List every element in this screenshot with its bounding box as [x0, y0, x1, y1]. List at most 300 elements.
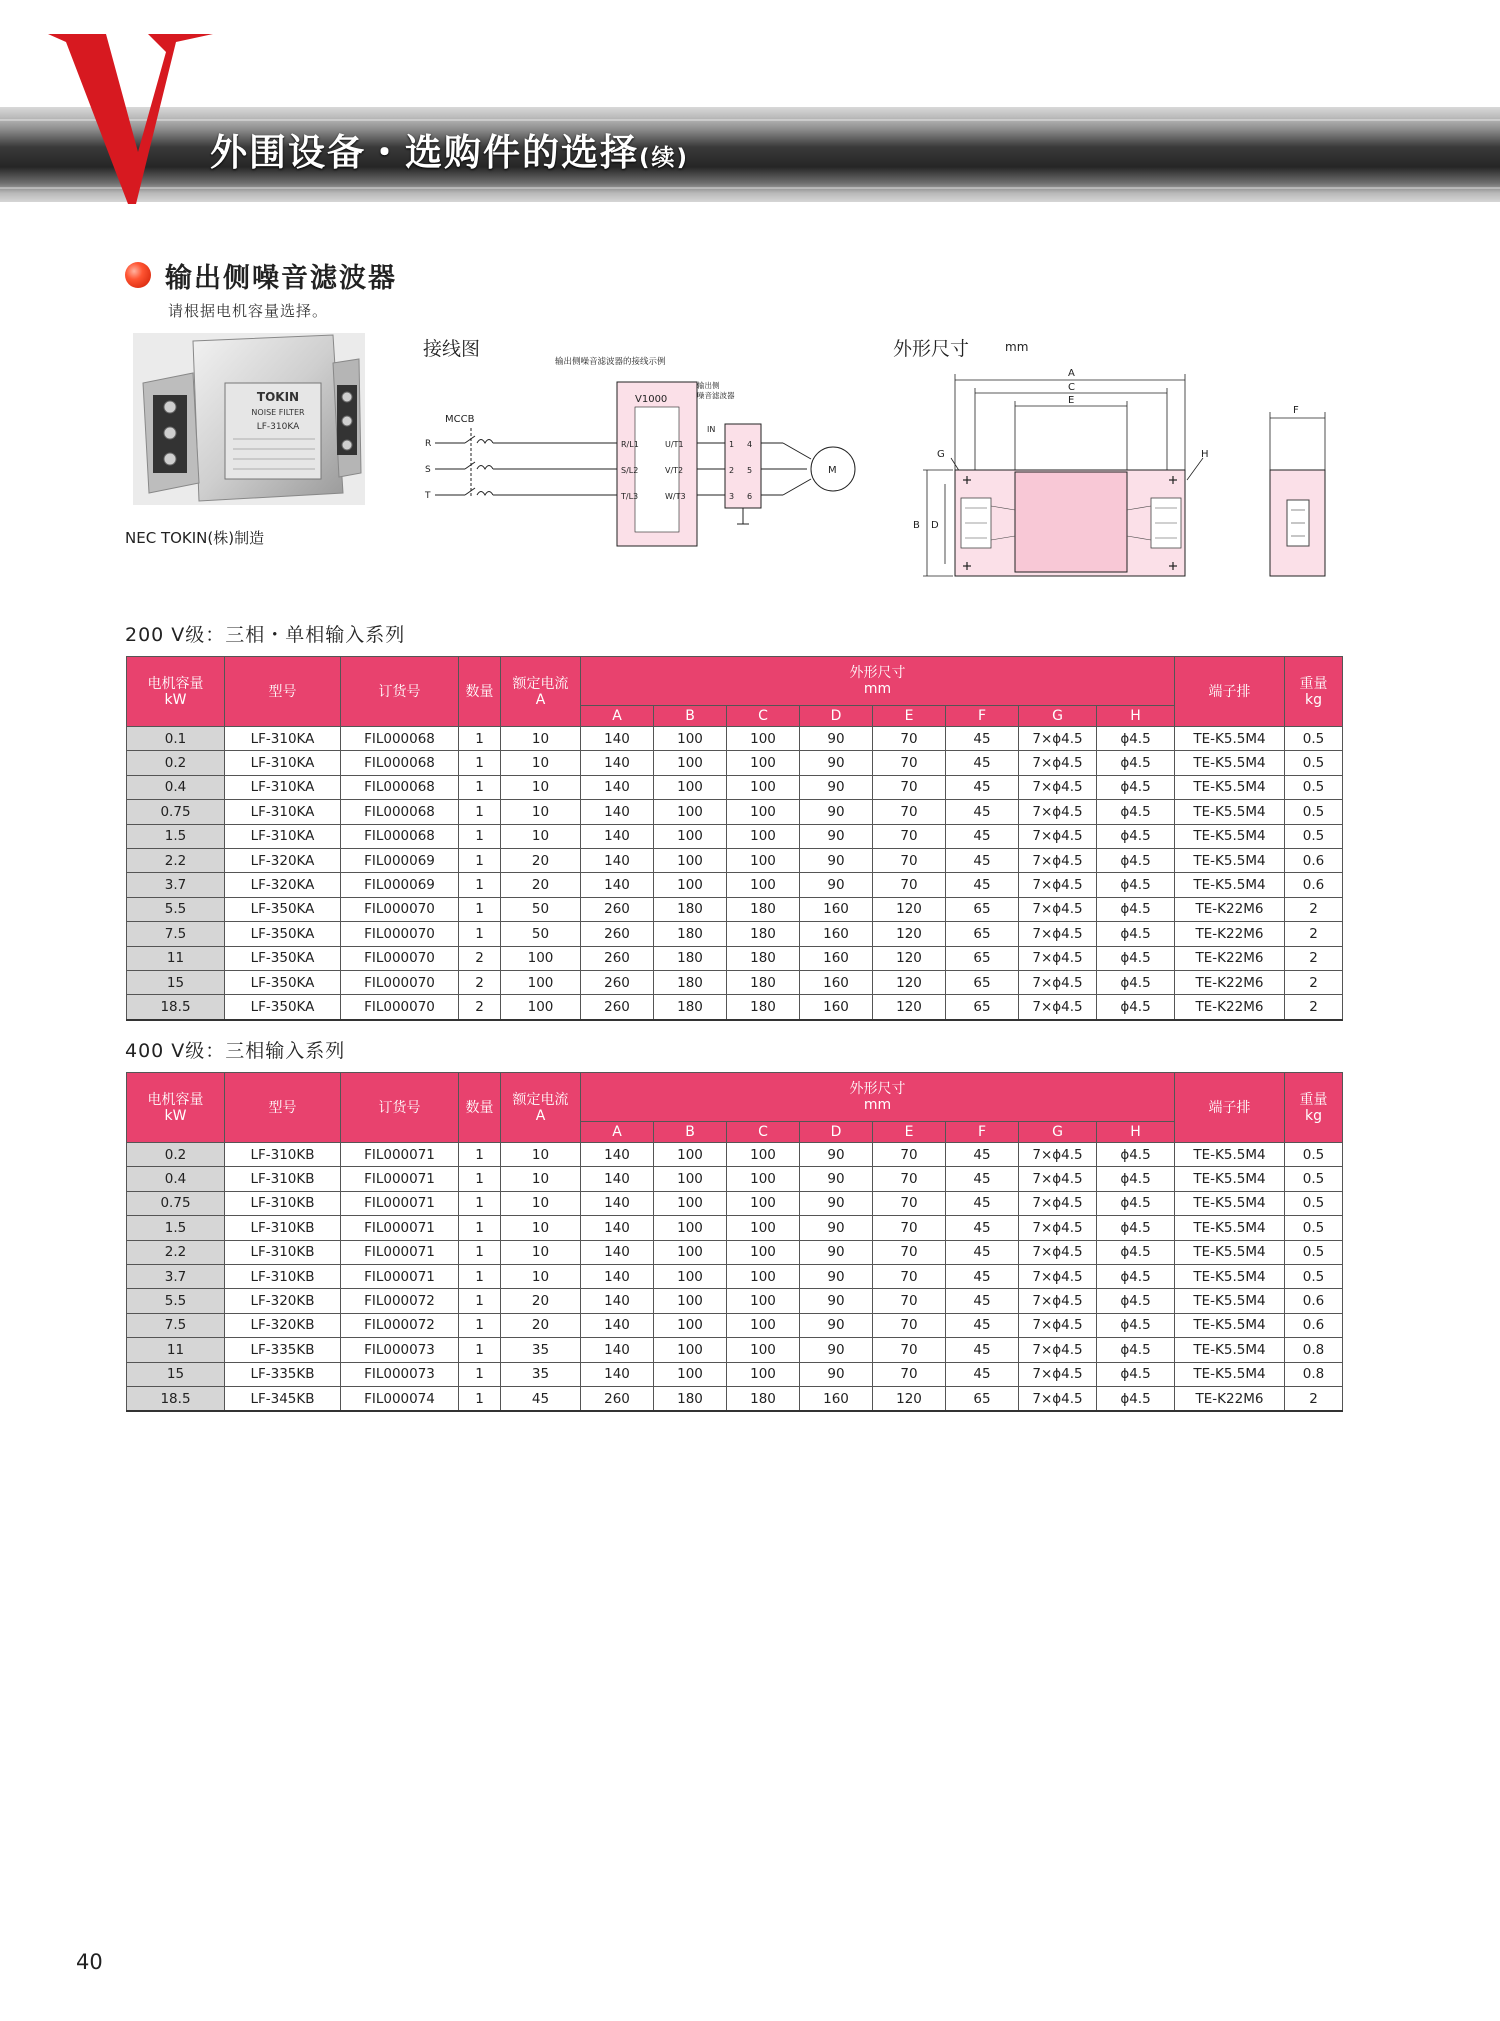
table-cell: 7×ϕ4.5	[1019, 727, 1097, 751]
table-cell: ϕ4.5	[1097, 970, 1175, 994]
table-row	[127, 1362, 1343, 1386]
chapter-v-logo	[48, 34, 213, 204]
table-cell: 2	[1285, 946, 1343, 970]
table-cell: FIL000070	[341, 995, 459, 1020]
table-cell: 100	[727, 1167, 800, 1191]
table-cell: 1	[459, 824, 501, 848]
table-cell: LF-310KB	[225, 1216, 341, 1240]
table-cell: LF-350KA	[225, 922, 341, 946]
col-dim-a: A	[581, 1122, 654, 1143]
table-cell: 70	[873, 1143, 946, 1167]
table-cell: 160	[800, 922, 873, 946]
dimensions-title: 外形尺寸	[893, 338, 970, 360]
col-dimensions: 外形尺寸 mm	[581, 1073, 1175, 1122]
table-cell: FIL000071	[341, 1191, 459, 1215]
section-subtitle: 请根据电机容量选择。	[168, 302, 329, 320]
capacity-cell: 15	[127, 970, 225, 994]
table-cell: 10	[501, 824, 581, 848]
col-dim-h: H	[1097, 706, 1175, 727]
table-cell: TE-K5.5M4	[1175, 848, 1285, 872]
table-cell: FIL000069	[341, 873, 459, 897]
table-cell: 180	[654, 970, 727, 994]
wiring-input-s: S	[425, 465, 431, 475]
table-cell: 120	[873, 946, 946, 970]
table-cell: 7×ϕ4.5	[1019, 800, 1097, 824]
table-cell: 100	[654, 751, 727, 775]
table-cell: 140	[581, 824, 654, 848]
table-cell: 160	[800, 946, 873, 970]
dim-label-d: D	[931, 520, 939, 531]
table-cell: 0.6	[1285, 848, 1343, 872]
table-cell: 7×ϕ4.5	[1019, 1240, 1097, 1264]
table-cell: 20	[501, 873, 581, 897]
capacity-cell: 0.75	[127, 1191, 225, 1215]
table-cell: 7×ϕ4.5	[1019, 1313, 1097, 1337]
table-cell: 1	[459, 1386, 501, 1411]
table-cell: 140	[581, 800, 654, 824]
table-cell: LF-350KA	[225, 970, 341, 994]
wiring-mccb: MCCB	[445, 414, 475, 425]
table-cell: 100	[654, 800, 727, 824]
col-dim-e: E	[873, 706, 946, 727]
dimensions-unit: mm	[1005, 340, 1029, 354]
table-cell: 0.5	[1285, 1143, 1343, 1167]
wiring-inverter: V1000	[635, 394, 668, 405]
table-cell: 7×ϕ4.5	[1019, 995, 1097, 1020]
table-cell: 1	[459, 1191, 501, 1215]
table-cell: 100	[654, 1313, 727, 1337]
wiring-filter-in-1: 1	[729, 440, 735, 449]
table-cell: 90	[800, 873, 873, 897]
table-cell: FIL000073	[341, 1362, 459, 1386]
table-cell: FIL000070	[341, 897, 459, 921]
table-cell: 140	[581, 727, 654, 751]
photo-model: LF-310KA	[256, 422, 300, 432]
table-cell: ϕ4.5	[1097, 946, 1175, 970]
table-row	[127, 970, 1343, 994]
table-cell: TE-K5.5M4	[1175, 800, 1285, 824]
table-cell: 1	[459, 800, 501, 824]
table-cell: 20	[501, 1313, 581, 1337]
table-cell: 180	[727, 995, 800, 1020]
table-cell: 70	[873, 800, 946, 824]
table-cell: 70	[873, 1338, 946, 1362]
table-cell: 100	[654, 775, 727, 799]
table-cell: 180	[727, 970, 800, 994]
table-cell: 140	[581, 1167, 654, 1191]
table-cell: 7×ϕ4.5	[1019, 1289, 1097, 1313]
table-row	[127, 824, 1343, 848]
table-cell: 7×ϕ4.5	[1019, 922, 1097, 946]
table-cell: 65	[946, 897, 1019, 921]
col-dim-d: D	[800, 1122, 873, 1143]
table-cell: 7×ϕ4.5	[1019, 1264, 1097, 1288]
table-cell: ϕ4.5	[1097, 1289, 1175, 1313]
table-cell: 1	[459, 848, 501, 872]
table-cell: 7×ϕ4.5	[1019, 1338, 1097, 1362]
table-cell: 10	[501, 1264, 581, 1288]
capacity-cell: 11	[127, 946, 225, 970]
table-cell: TE-K5.5M4	[1175, 1362, 1285, 1386]
table-cell: 1	[459, 1167, 501, 1191]
capacity-cell: 0.75	[127, 800, 225, 824]
table-cell: 70	[873, 775, 946, 799]
col-model: 型号	[225, 657, 341, 727]
table-cell: FIL000071	[341, 1216, 459, 1240]
table-row	[127, 922, 1343, 946]
table-cell: TE-K5.5M4	[1175, 1143, 1285, 1167]
table-cell: 70	[873, 751, 946, 775]
table-cell: TE-K5.5M4	[1175, 824, 1285, 848]
table-cell: 2	[1285, 995, 1343, 1020]
table-cell: 120	[873, 897, 946, 921]
table-cell: 120	[873, 995, 946, 1020]
table-cell: TE-K5.5M4	[1175, 1167, 1285, 1191]
table-cell: 7×ϕ4.5	[1019, 848, 1097, 872]
table-cell: 7×ϕ4.5	[1019, 1386, 1097, 1411]
table-cell: 100	[727, 848, 800, 872]
table-cell: ϕ4.5	[1097, 1216, 1175, 1240]
col-weight: 重量 kg	[1285, 657, 1343, 727]
table-cell: 90	[800, 1191, 873, 1215]
col-dim-g: G	[1019, 1122, 1097, 1143]
table-cell: 70	[873, 873, 946, 897]
table-cell: 180	[654, 922, 727, 946]
table-cell: 180	[654, 1386, 727, 1411]
table-cell: 45	[946, 873, 1019, 897]
table-cell: 100	[727, 1313, 800, 1337]
table-cell: 0.5	[1285, 1216, 1343, 1240]
table-cell: 100	[654, 873, 727, 897]
table-cell: FIL000070	[341, 970, 459, 994]
dim-label-b: B	[913, 520, 920, 531]
wiring-inv-out-2: V/T2	[665, 466, 684, 475]
capacity-cell: 7.5	[127, 1313, 225, 1337]
table-row	[127, 800, 1343, 824]
table-cell: 140	[581, 848, 654, 872]
table-row	[127, 1240, 1343, 1264]
wiring-filter-in-3: 3	[729, 492, 735, 501]
table-cell: 70	[873, 1167, 946, 1191]
capacity-cell: 3.7	[127, 1264, 225, 1288]
table-cell: 100	[727, 727, 800, 751]
table-cell: 7×ϕ4.5	[1019, 1216, 1097, 1240]
table-cell: 1	[459, 1264, 501, 1288]
table-cell: LF-310KB	[225, 1167, 341, 1191]
table-cell: 45	[946, 1167, 1019, 1191]
table-cell: 140	[581, 873, 654, 897]
table-cell: 140	[581, 1362, 654, 1386]
table-cell: 260	[581, 922, 654, 946]
table-cell: 90	[800, 1264, 873, 1288]
table-cell: 140	[581, 1143, 654, 1167]
table-cell: FIL000074	[341, 1386, 459, 1411]
wiring-motor: M	[828, 465, 837, 476]
table-cell: 45	[946, 824, 1019, 848]
table-cell: 10	[501, 751, 581, 775]
table-cell: 180	[727, 1386, 800, 1411]
table-cell: 140	[581, 1216, 654, 1240]
table-cell: 70	[873, 1191, 946, 1215]
table-cell: 0.5	[1285, 1167, 1343, 1191]
table-cell: 100	[501, 970, 581, 994]
table-cell: 50	[501, 897, 581, 921]
dim-label-c: C	[1068, 382, 1075, 393]
table-cell: LF-310KA	[225, 775, 341, 799]
table-cell: 90	[800, 1362, 873, 1386]
table-cell: 65	[946, 1386, 1019, 1411]
table-cell: 2	[1285, 970, 1343, 994]
spec-table-400v	[126, 1072, 1343, 1412]
capacity-cell: 2.2	[127, 1240, 225, 1264]
table-cell: LF-320KA	[225, 848, 341, 872]
table-cell: 1	[459, 922, 501, 946]
table-cell: TE-K5.5M4	[1175, 873, 1285, 897]
wiring-inv-out-1: U/T1	[665, 440, 684, 449]
table-cell: 0.5	[1285, 727, 1343, 751]
table-cell: LF-335KB	[225, 1362, 341, 1386]
table-cell: 7×ϕ4.5	[1019, 946, 1097, 970]
table-cell: 45	[946, 1191, 1019, 1215]
table-cell: 20	[501, 1289, 581, 1313]
table-cell: 1	[459, 1143, 501, 1167]
table-cell: 100	[654, 1191, 727, 1215]
table-cell: 140	[581, 1191, 654, 1215]
table-cell: 7×ϕ4.5	[1019, 1191, 1097, 1215]
col-dimensions: 外形尺寸 mm	[581, 657, 1175, 706]
table-row	[127, 1167, 1343, 1191]
table-row	[127, 1313, 1343, 1337]
photo-caption: NEC TOKIN(株)制造	[125, 529, 265, 547]
table-cell: 100	[727, 1264, 800, 1288]
table-row	[127, 995, 1343, 1020]
wiring-input-r: R	[425, 439, 432, 449]
table-cell: FIL000071	[341, 1240, 459, 1264]
table-cell: 100	[654, 1167, 727, 1191]
table-cell: ϕ4.5	[1097, 727, 1175, 751]
table-cell: 260	[581, 897, 654, 921]
col-qty: 数量	[459, 1073, 501, 1143]
table-cell: TE-K22M6	[1175, 970, 1285, 994]
table-cell: LF-320KB	[225, 1289, 341, 1313]
table-cell: FIL000071	[341, 1143, 459, 1167]
table-cell: 1	[459, 897, 501, 921]
table-cell: 180	[654, 995, 727, 1020]
table-cell: 100	[654, 824, 727, 848]
col-terminal: 端子排	[1175, 1073, 1285, 1143]
col-dim-h: H	[1097, 1122, 1175, 1143]
dim-label-h: H	[1201, 449, 1209, 460]
table-cell: LF-310KB	[225, 1191, 341, 1215]
table-cell: LF-320KB	[225, 1313, 341, 1337]
dim-label-a: A	[1068, 368, 1075, 379]
table-cell: ϕ4.5	[1097, 824, 1175, 848]
table-cell: 90	[800, 1338, 873, 1362]
table-cell: 7×ϕ4.5	[1019, 1167, 1097, 1191]
table-cell: 10	[501, 775, 581, 799]
wiring-inv-in-2: S/L2	[621, 466, 639, 475]
table-cell: 1	[459, 775, 501, 799]
table-cell: 90	[800, 1289, 873, 1313]
table-cell: 100	[727, 1362, 800, 1386]
table-cell: 180	[654, 946, 727, 970]
table-cell: 20	[501, 848, 581, 872]
table-cell: 0.6	[1285, 1289, 1343, 1313]
table-cell: ϕ4.5	[1097, 1362, 1175, 1386]
col-dim-c: C	[727, 1122, 800, 1143]
table-cell: 100	[501, 995, 581, 1020]
table-cell: TE-K5.5M4	[1175, 775, 1285, 799]
table-cell: ϕ4.5	[1097, 1191, 1175, 1215]
table-cell: 140	[581, 1313, 654, 1337]
capacity-cell: 7.5	[127, 922, 225, 946]
table-cell: 1	[459, 1216, 501, 1240]
table-cell: ϕ4.5	[1097, 800, 1175, 824]
table-cell: 100	[727, 751, 800, 775]
table-cell: 100	[654, 727, 727, 751]
table-cell: 260	[581, 1386, 654, 1411]
table-cell: 10	[501, 1191, 581, 1215]
table-cell: 120	[873, 1386, 946, 1411]
table-row	[127, 1191, 1343, 1215]
table-cell: 2	[459, 995, 501, 1020]
table-cell: 0.8	[1285, 1362, 1343, 1386]
table-200-title: 200 V级：三相・单相输入系列	[125, 624, 406, 646]
table-cell: ϕ4.5	[1097, 922, 1175, 946]
table-cell: 180	[727, 922, 800, 946]
table-cell: 90	[800, 1216, 873, 1240]
table-cell: 90	[800, 1313, 873, 1337]
table-cell: 65	[946, 995, 1019, 1020]
col-current: 额定电流 A	[501, 657, 581, 727]
dim-label-g: G	[937, 449, 945, 460]
table-cell: ϕ4.5	[1097, 1313, 1175, 1337]
table-cell: LF-310KB	[225, 1240, 341, 1264]
table-cell: ϕ4.5	[1097, 1264, 1175, 1288]
table-cell: 7×ϕ4.5	[1019, 1143, 1097, 1167]
table-cell: 45	[946, 848, 1019, 872]
table-cell: 1	[459, 1338, 501, 1362]
table-cell: 260	[581, 970, 654, 994]
col-order-no: 订货号	[341, 657, 459, 727]
dim-label-e: E	[1068, 395, 1075, 406]
wiring-input-t: T	[425, 491, 431, 501]
table-cell: 45	[501, 1386, 581, 1411]
table-cell: 7×ϕ4.5	[1019, 970, 1097, 994]
table-row	[127, 873, 1343, 897]
col-dim-b: B	[654, 706, 727, 727]
table-cell: 180	[727, 946, 800, 970]
table-cell: FIL000071	[341, 1264, 459, 1288]
col-dim-e: E	[873, 1122, 946, 1143]
table-cell: FIL000068	[341, 775, 459, 799]
table-cell: ϕ4.5	[1097, 995, 1175, 1020]
capacity-cell: 18.5	[127, 1386, 225, 1411]
table-row	[127, 1143, 1343, 1167]
table-cell: 7×ϕ4.5	[1019, 1362, 1097, 1386]
table-cell: 120	[873, 970, 946, 994]
table-cell: 0.5	[1285, 824, 1343, 848]
table-cell: 0.5	[1285, 1264, 1343, 1288]
table-cell: 100	[727, 873, 800, 897]
table-cell: 1	[459, 1240, 501, 1264]
table-cell: 1	[459, 1289, 501, 1313]
capacity-cell: 11	[127, 1338, 225, 1362]
table-cell: LF-310KA	[225, 800, 341, 824]
table-cell: LF-310KB	[225, 1143, 341, 1167]
photo-label: NOISE FILTER	[251, 408, 305, 417]
table-cell: 100	[727, 1289, 800, 1313]
table-cell: ϕ4.5	[1097, 1143, 1175, 1167]
table-cell: 35	[501, 1338, 581, 1362]
table-row	[127, 727, 1343, 751]
col-capacity: 电机容量 kW	[127, 1073, 225, 1143]
table-cell: 45	[946, 1240, 1019, 1264]
table-cell: FIL000072	[341, 1313, 459, 1337]
table-cell: 1	[459, 751, 501, 775]
table-cell: TE-K5.5M4	[1175, 1216, 1285, 1240]
table-row	[127, 751, 1343, 775]
capacity-cell: 0.1	[127, 727, 225, 751]
table-cell: 0.5	[1285, 1240, 1343, 1264]
table-cell: 0.5	[1285, 751, 1343, 775]
table-cell: ϕ4.5	[1097, 1386, 1175, 1411]
table-cell: 90	[800, 848, 873, 872]
table-cell: 100	[654, 1240, 727, 1264]
table-cell: FIL000071	[341, 1167, 459, 1191]
table-cell: 0.6	[1285, 1313, 1343, 1337]
table-cell: FIL000068	[341, 751, 459, 775]
table-cell: 10	[501, 1143, 581, 1167]
wiring-filter-in-2: 2	[729, 466, 735, 475]
table-cell: ϕ4.5	[1097, 751, 1175, 775]
wiring-diagram	[425, 352, 875, 552]
table-cell: LF-310KA	[225, 727, 341, 751]
col-weight: 重量 kg	[1285, 1073, 1343, 1143]
table-cell: 140	[581, 1338, 654, 1362]
col-dim-f: F	[946, 1122, 1019, 1143]
table-row	[127, 1338, 1343, 1362]
table-cell: 0.8	[1285, 1338, 1343, 1362]
table-cell: FIL000070	[341, 946, 459, 970]
table-cell: ϕ4.5	[1097, 873, 1175, 897]
bullet-icon	[125, 262, 151, 288]
table-cell: TE-K5.5M4	[1175, 1338, 1285, 1362]
table-cell: 45	[946, 775, 1019, 799]
table-cell: ϕ4.5	[1097, 1338, 1175, 1362]
table-cell: 45	[946, 1313, 1019, 1337]
capacity-cell: 0.2	[127, 1143, 225, 1167]
table-cell: 100	[727, 824, 800, 848]
table-cell: TE-K22M6	[1175, 995, 1285, 1020]
table-cell: 180	[654, 897, 727, 921]
wiring-filter-out-2: 5	[747, 466, 753, 475]
table-cell: 100	[654, 1338, 727, 1362]
table-cell: ϕ4.5	[1097, 1167, 1175, 1191]
table-cell: 70	[873, 1264, 946, 1288]
wiring-caption: 输出侧噪音滤波器的接线示例	[555, 357, 666, 367]
capacity-cell: 5.5	[127, 897, 225, 921]
col-dim-g: G	[1019, 706, 1097, 727]
table-cell: 100	[727, 1143, 800, 1167]
table-cell: 1	[459, 727, 501, 751]
table-cell: 140	[581, 1240, 654, 1264]
table-cell: FIL000073	[341, 1338, 459, 1362]
table-cell: 70	[873, 1362, 946, 1386]
table-cell: 70	[873, 1313, 946, 1337]
table-cell: 35	[501, 1362, 581, 1386]
table-cell: 2	[459, 970, 501, 994]
